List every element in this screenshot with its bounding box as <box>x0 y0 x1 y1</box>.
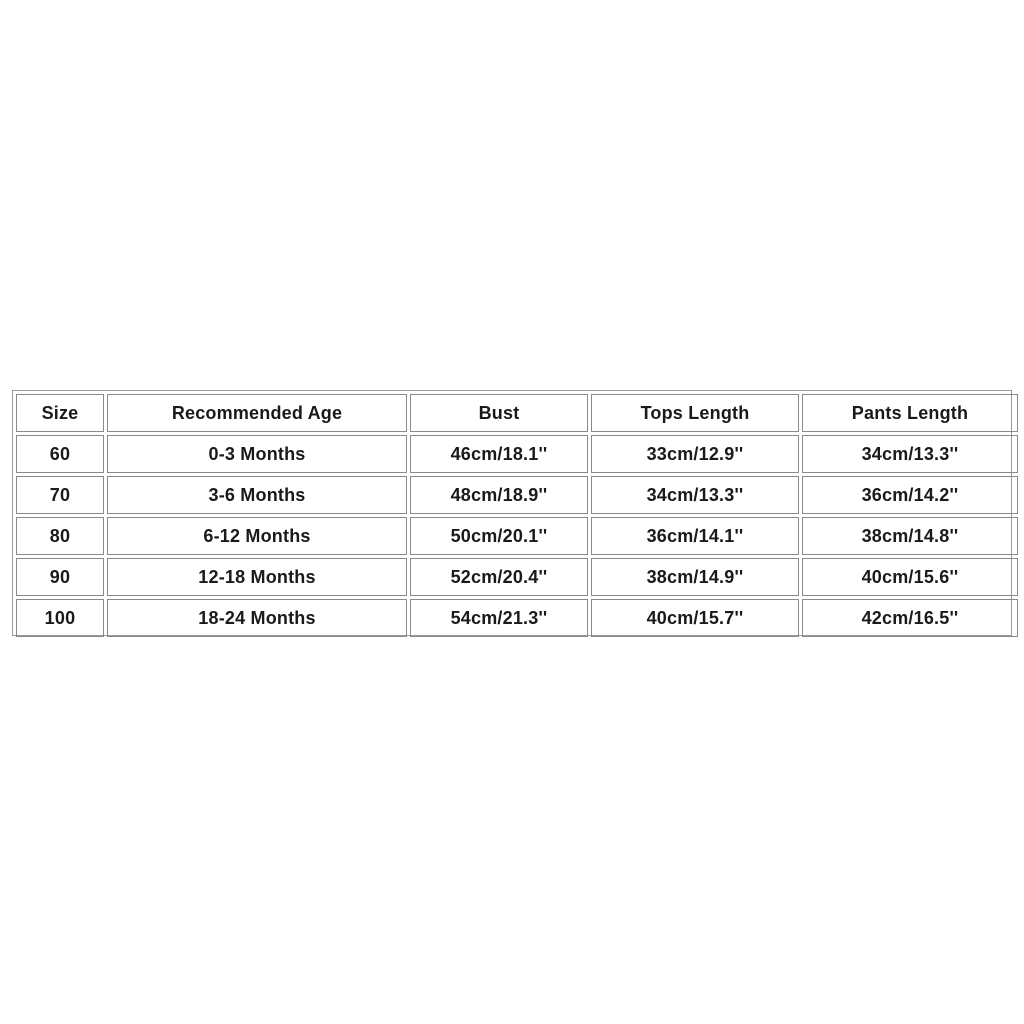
cell-tops-length: 33cm/12.9'' <box>591 435 799 473</box>
cell-tops-length: 38cm/14.9'' <box>591 558 799 596</box>
table-row <box>16 517 1018 555</box>
header-pants-length: Pants Length <box>802 394 1018 432</box>
cell-recommended-age: 3-6 Months <box>107 476 407 514</box>
cell-bust: 52cm/20.4'' <box>410 558 588 596</box>
cell-size: 90 <box>16 558 104 596</box>
cell-size: 70 <box>16 476 104 514</box>
header-tops-length: Tops Length <box>591 394 799 432</box>
table-row <box>16 558 1018 596</box>
table-row <box>16 476 1018 514</box>
cell-size: 60 <box>16 435 104 473</box>
cell-bust: 48cm/18.9'' <box>410 476 588 514</box>
cell-tops-length: 34cm/13.3'' <box>591 476 799 514</box>
header-size: Size <box>16 394 104 432</box>
cell-size: 100 <box>16 599 104 637</box>
cell-pants-length: 36cm/14.2'' <box>802 476 1018 514</box>
table-row <box>16 599 1018 637</box>
cell-size: 80 <box>16 517 104 555</box>
cell-bust: 54cm/21.3'' <box>410 599 588 637</box>
size-chart <box>12 390 1012 636</box>
cell-tops-length: 40cm/15.7'' <box>591 599 799 637</box>
cell-recommended-age: 18-24 Months <box>107 599 407 637</box>
cell-pants-length: 34cm/13.3'' <box>802 435 1018 473</box>
cell-pants-length: 42cm/16.5'' <box>802 599 1018 637</box>
table-row <box>16 435 1018 473</box>
cell-pants-length: 40cm/15.6'' <box>802 558 1018 596</box>
cell-tops-length: 36cm/14.1'' <box>591 517 799 555</box>
cell-bust: 46cm/18.1'' <box>410 435 588 473</box>
header-bust: Bust <box>410 394 588 432</box>
header-recommended-age: Recommended Age <box>107 394 407 432</box>
table-header-row <box>16 394 1018 432</box>
cell-recommended-age: 0-3 Months <box>107 435 407 473</box>
cell-pants-length: 38cm/14.8'' <box>802 517 1018 555</box>
size-table <box>13 391 1021 640</box>
cell-recommended-age: 6-12 Months <box>107 517 407 555</box>
cell-bust: 50cm/20.1'' <box>410 517 588 555</box>
cell-recommended-age: 12-18 Months <box>107 558 407 596</box>
